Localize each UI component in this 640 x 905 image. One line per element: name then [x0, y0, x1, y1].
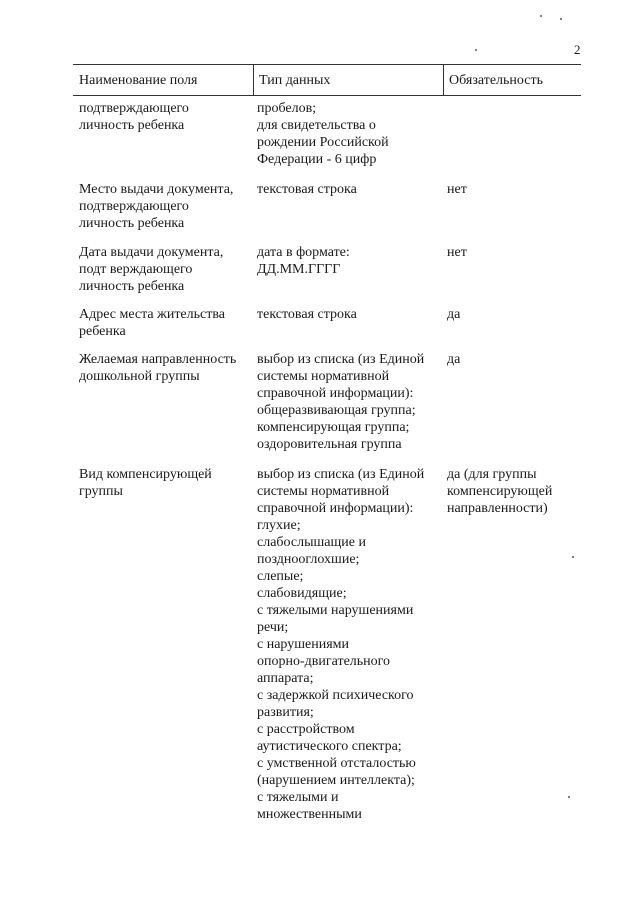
header-data-type: Тип данных — [259, 73, 331, 88]
column-divider — [443, 65, 444, 95]
field-name-cell: Место выдачи документа, подтверждающего личность ребенка — [79, 182, 234, 231]
required-cell: да (для группы компенсирующей направленности) — [447, 467, 553, 516]
data-type-cell: дата в формате: ДД.ММ.ГГГГ — [257, 245, 350, 277]
data-type-cell: пробелов; для свидетельства о рождении Российской Федерации - 6 цифр — [257, 101, 389, 167]
field-name-cell: Адрес места жительства ребенка — [79, 307, 225, 339]
field-name-cell: подтверждающего личность ребенка — [79, 101, 189, 133]
field-name-cell: Вид компенсирующей группы — [79, 467, 212, 499]
required-cell: нет — [447, 182, 467, 197]
field-name-cell: Дата выдачи документа, подт верждающего личность ребенка — [79, 245, 224, 294]
header-field-name: Наименование поля — [79, 73, 198, 88]
scan-speck — [568, 796, 570, 798]
data-type-cell: текстовая строка — [257, 307, 357, 322]
scan-speck — [560, 18, 562, 20]
scan-speck — [475, 49, 477, 51]
data-type-cell: выбор из списка (из Единой системы нормативной справочной информации): общеразвивающая группа; компенсирующая группа; оздоровительная группа — [257, 352, 425, 452]
header-required: Обязательность — [449, 73, 543, 88]
field-name-cell: Желаемая направленность дошкольной группы — [79, 352, 237, 384]
scan-speck — [572, 556, 574, 558]
scan-speck — [540, 15, 542, 17]
page-number: 2 — [574, 42, 581, 57]
table-header — [73, 64, 581, 96]
required-cell: нет — [447, 245, 467, 260]
required-cell: да — [447, 352, 461, 367]
data-type-cell: текстовая строка — [257, 182, 357, 197]
required-cell: да — [447, 307, 461, 322]
column-divider — [253, 65, 254, 95]
data-type-cell: выбор из списка (из Единой системы нормативной справочной информации): глухие; слабослышащие и позднооглохшие; слепые; слабовидящие; с тяжелыми нарушениями речи; с нарушениями опорно-двигательного аппарата; с задержкой психического развития; с расстройством аутистического спектра; с умственной отсталостью (нарушением интеллекта); с тяжелыми и множественными — [257, 467, 425, 822]
